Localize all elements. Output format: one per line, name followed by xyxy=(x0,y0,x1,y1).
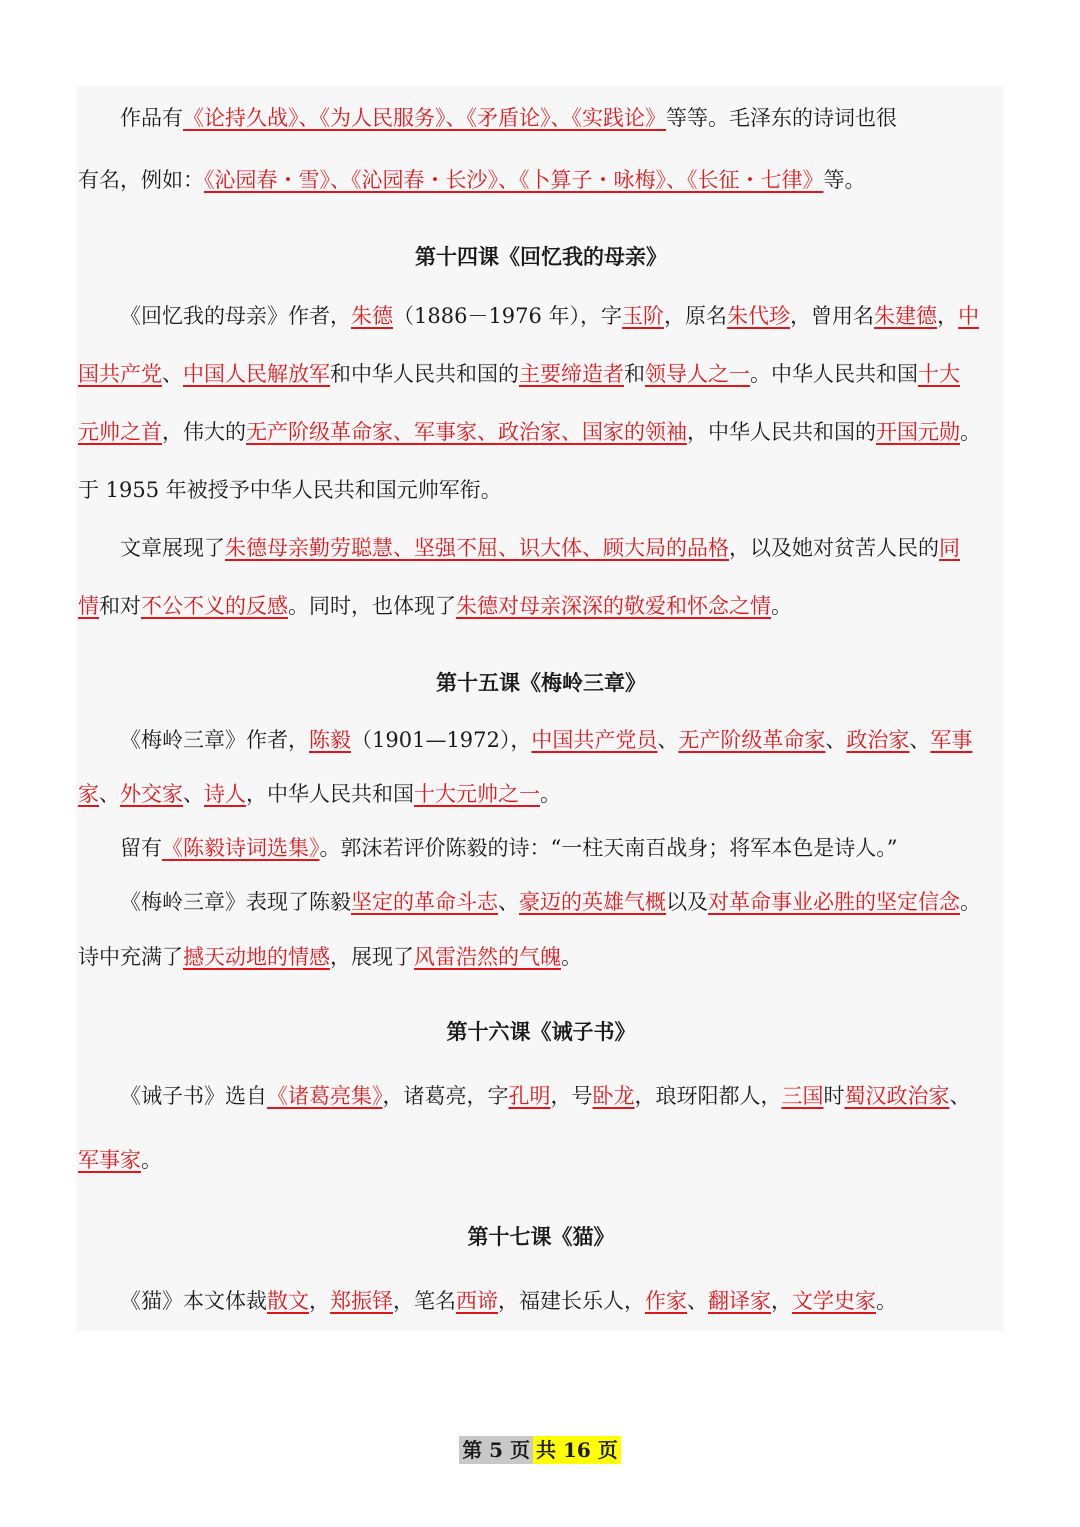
paragraph-line xyxy=(78,779,1004,809)
text: 、 xyxy=(949,1084,971,1108)
text: 等等。毛泽东的诗词也很 xyxy=(666,106,897,130)
text: 。 xyxy=(561,945,582,969)
paragraph-line xyxy=(78,417,1004,447)
text: ，原名 xyxy=(664,304,728,328)
key-answer: 陈毅 xyxy=(309,728,351,752)
text: 、 xyxy=(909,728,931,752)
paragraph-line: 于 1955 年被授予中华人民共和国元帅军衔。 xyxy=(78,478,502,502)
paragraph-line xyxy=(120,1081,1004,1111)
text: 。 xyxy=(960,420,981,444)
text: 。 xyxy=(876,1289,897,1313)
text: 、 xyxy=(657,728,679,752)
paragraph-line xyxy=(78,942,1004,972)
key-answer: 主要缔造者 xyxy=(519,362,624,386)
text: 时 xyxy=(823,1084,845,1108)
key-answer: 外交家 xyxy=(120,782,183,806)
page-total: 共 16 页 xyxy=(533,1436,621,1464)
text: ，中华人民共和国 xyxy=(246,782,414,806)
text: ，福建长乐人， xyxy=(498,1289,645,1313)
text: 、 xyxy=(162,362,183,386)
text: ，中华人民共和国的 xyxy=(687,420,876,444)
lesson-14-title: 第十四课《回忆我的母亲》 xyxy=(415,244,667,269)
text: （1886－1976 年），字 xyxy=(393,304,623,328)
key-answer: 《论持久战》、《为人民服务》、《矛盾论》、《实践论》 xyxy=(183,106,666,130)
paragraph-line xyxy=(120,833,1004,863)
key-answer: 同 xyxy=(939,536,960,560)
paragraph-line xyxy=(120,725,1004,755)
text: 文章展现了 xyxy=(120,536,225,560)
paragraph-line xyxy=(78,1145,1004,1175)
text: 《猫》本文体裁 xyxy=(120,1289,267,1313)
key-answer: 家 xyxy=(78,782,99,806)
text: 和中华人民共和国的 xyxy=(330,362,519,386)
key-answer: 西谛 xyxy=(456,1289,498,1313)
key-answer: 不公不义的反感 xyxy=(141,594,288,618)
text: 。同时，也体现了 xyxy=(288,594,456,618)
key-answer: 朱代珍 xyxy=(727,304,791,328)
key-answer: 作家 xyxy=(645,1289,687,1313)
text: 。 xyxy=(771,594,792,618)
key-answer: 《陈毅诗词选集》 xyxy=(162,836,320,860)
key-answer: 中 xyxy=(958,304,980,328)
key-answer: 文学史家 xyxy=(792,1289,876,1313)
text: ， xyxy=(937,304,959,328)
key-answer: 中国人民解放军 xyxy=(183,362,330,386)
lesson-16-title: 第十六课《诫子书》 xyxy=(446,1019,636,1044)
text: 等。 xyxy=(823,168,866,192)
key-answer: 风雷浩然的气魄 xyxy=(414,945,561,969)
text: （1901—1972）， xyxy=(351,728,532,752)
text: ，伟大的 xyxy=(162,420,246,444)
key-answer: 军事家 xyxy=(78,1148,141,1172)
key-answer: 军事 xyxy=(930,728,973,752)
text: 《梅岭三章》作者， xyxy=(120,728,309,752)
key-answer: 郑振铎 xyxy=(330,1289,393,1313)
text: ，以及她对贫苦人民的 xyxy=(729,536,939,560)
text: 、 xyxy=(183,782,204,806)
text: 。 xyxy=(540,782,561,806)
text: ，号 xyxy=(550,1084,593,1108)
text: 。 xyxy=(960,890,981,914)
key-answer: 国共产党 xyxy=(78,362,162,386)
text: 留有 xyxy=(120,836,162,860)
text: ，诸葛亮，字 xyxy=(382,1084,509,1108)
text: 。郭沫若评价陈毅的诗：“一柱天南百战身；将军本色是诗人。” xyxy=(319,836,898,860)
key-answer: 十大 xyxy=(918,362,960,386)
key-answer: 孔明 xyxy=(508,1084,551,1108)
text: 、 xyxy=(687,1289,708,1313)
key-answer: 朱德对母亲深深的敬爱和怀念之情 xyxy=(456,594,771,618)
key-answer: 《诸葛亮集》 xyxy=(267,1084,383,1108)
paragraph-line xyxy=(120,1286,1004,1316)
text: 《回忆我的母亲》作者， xyxy=(120,304,351,328)
page-number: 第 5 页 xyxy=(459,1436,533,1464)
paragraph-line xyxy=(78,359,1004,389)
key-answer: 无产阶级革命家、军事家、政治家、国家的领袖 xyxy=(246,420,687,444)
paragraph-line xyxy=(78,591,1004,621)
key-answer: 坚定的革命斗志 xyxy=(351,890,498,914)
text: 。中华人民共和国 xyxy=(750,362,918,386)
text: ，曾用名 xyxy=(790,304,875,328)
key-answer: 中国共产党员 xyxy=(531,728,658,752)
page-footer xyxy=(0,1436,1080,1464)
text: 和 xyxy=(624,362,645,386)
text: ，琅玡阳都人， xyxy=(634,1084,782,1108)
key-answer: 朱建德 xyxy=(874,304,938,328)
key-answer: 《沁园春・雪》、《沁园春・长沙》、《卜算子・咏梅》、《长征・七律》 xyxy=(204,168,824,192)
key-answer: 豪迈的英雄气概 xyxy=(519,890,666,914)
text: 《梅岭三章》表现了陈毅 xyxy=(120,890,351,914)
key-answer: 十大元帅之一 xyxy=(414,782,540,806)
text: ， xyxy=(309,1289,330,1313)
key-answer: 诗人 xyxy=(204,782,246,806)
text: 有名，例如： xyxy=(78,168,204,192)
text: 和对 xyxy=(99,594,141,618)
paragraph-line xyxy=(120,301,1004,331)
text: 作品有 xyxy=(120,106,183,130)
key-answer: 玉阶 xyxy=(622,304,665,328)
key-answer: 散文 xyxy=(267,1289,309,1313)
key-answer: 情 xyxy=(78,594,99,618)
key-answer: 蜀汉政治家 xyxy=(844,1084,950,1108)
text: ， xyxy=(771,1289,792,1313)
text: ，展现了 xyxy=(330,945,414,969)
lesson-17-title: 第十七课《猫》 xyxy=(467,1224,615,1249)
key-answer: 对革命事业必胜的坚定信念 xyxy=(708,890,960,914)
paragraph-line xyxy=(120,103,1004,133)
key-answer: 无产阶级革命家 xyxy=(678,728,826,752)
text: 诗中充满了 xyxy=(78,945,183,969)
text: 《诫子书》选自 xyxy=(120,1084,267,1108)
text: 以及 xyxy=(666,890,708,914)
text: 、 xyxy=(99,782,120,806)
paragraph-line xyxy=(120,887,1004,917)
key-answer: 元帅之首 xyxy=(78,420,162,444)
paragraph-line xyxy=(120,533,1004,563)
key-answer: 翻译家 xyxy=(708,1289,771,1313)
lesson-15-title: 第十五课《梅岭三章》 xyxy=(436,670,646,695)
text: 。 xyxy=(141,1148,162,1172)
paragraph-line xyxy=(78,165,1004,195)
key-answer: 领导人之一 xyxy=(645,362,750,386)
key-answer: 朱德 xyxy=(351,304,393,328)
key-answer: 开国元勋 xyxy=(876,420,960,444)
key-answer: 政治家 xyxy=(846,728,910,752)
key-answer: 卧龙 xyxy=(592,1084,635,1108)
key-answer: 朱德母亲勤劳聪慧、坚强不屈、识大体、顾大局的品格 xyxy=(225,536,729,560)
key-answer: 撼天动地的情感 xyxy=(183,945,330,969)
key-answer: 三国 xyxy=(781,1084,824,1108)
text: 、 xyxy=(498,890,519,914)
text: 、 xyxy=(825,728,847,752)
text: ，笔名 xyxy=(393,1289,456,1313)
